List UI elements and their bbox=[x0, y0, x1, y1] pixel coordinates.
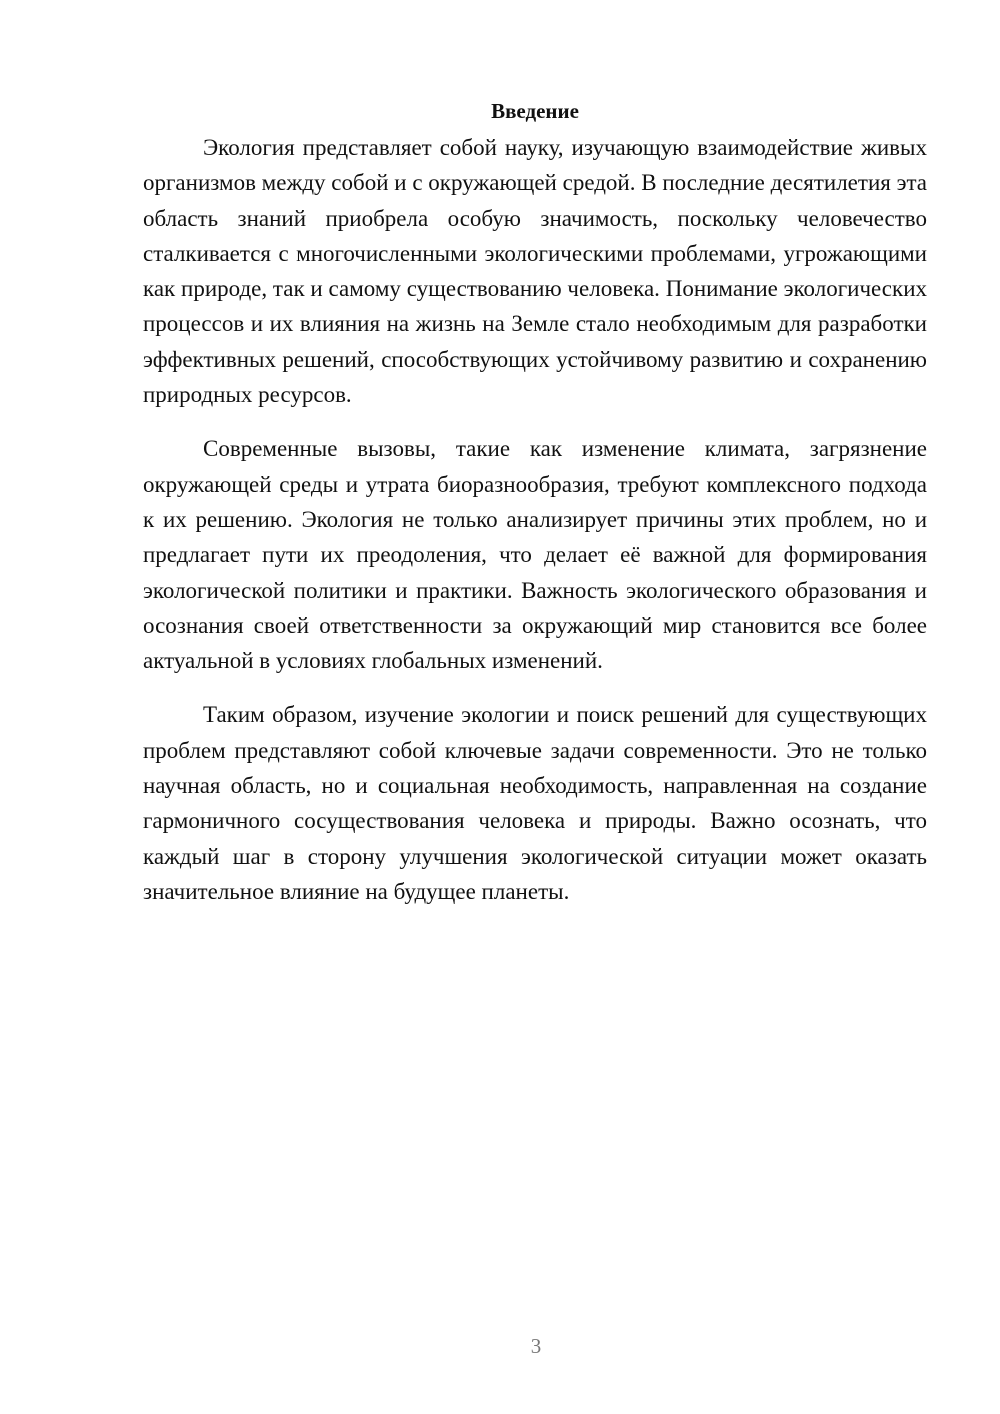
page-number: 3 bbox=[530, 1334, 542, 1358]
paragraph-3: Таким образом, изучение экологии и поиск решений для существующих проблем представляют собой ключевые задачи современности. Это не только научная область, но и социальная необходимость, направленная на создание гармоничного сосуществования человека и природы. Важно осознать, что каждый шаг в сторону улучшения экологической ситуации может оказать значительное влияние на будущее планеты. bbox=[143, 702, 927, 904]
page-content bbox=[143, 96, 927, 909]
paragraph-2: Современные вызовы, такие как изменение климата, загрязнение окружающей среды и утрата биоразнообразия, требуют комплексного подхода к их решению. Экология не только анализирует причины этих проблем, но и предлагает пути их преодоления, что делает её важной для формирования экологической политики и практики. Важность экологического образования и осознания своей ответственности за окружающий мир становится все более актуальной в условиях глобальных изменений. bbox=[143, 436, 927, 674]
section-title: Введение bbox=[491, 99, 579, 123]
paragraph-1: Экология представляет собой науку, изучающую взаимодействие живых организмов между собой и с окружающей средой. В последние десятилетия эта область знаний приобрела особую значимость, поскольку человечество сталкивается с многочисленными экологическими проблемами, угрожающими как природе, так и самому существованию человека. Понимание экологических процессов и их влияния на жизнь на Земле стало необходимым для разработки эффективных решений, способствующих устойчивому развитию и сохранению природных ресурсов. bbox=[143, 135, 927, 408]
